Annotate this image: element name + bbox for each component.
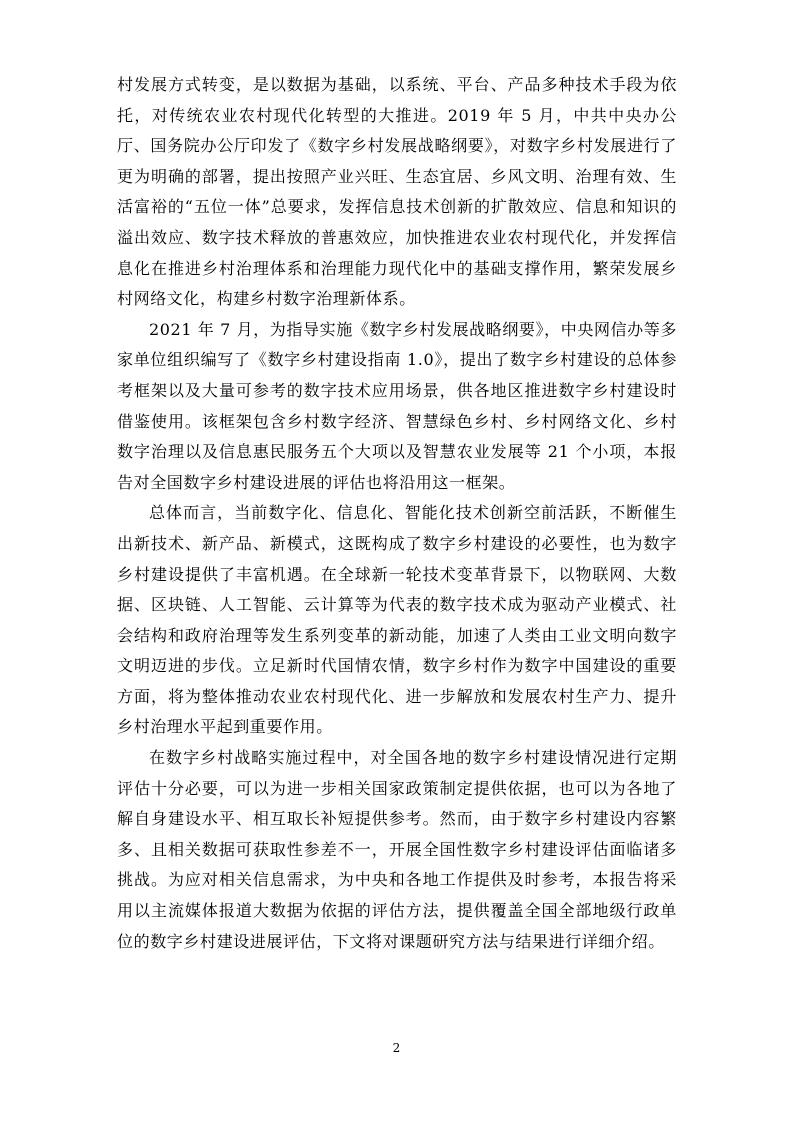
paragraph-guideline: 2021 年 7 月，为指导实施《数字乡村发展战略纲要》，中央网信办等多家单位组织编写了《数字乡村建设指南 1.0》，提出了数字乡村建设的总体参考框架以及大量可参考的数字技术应用场景，供各地区推进数字乡村建设时借鉴使用。该框架包含乡村数字经济、智慧绿色乡村、乡村网络文化、乡村数字治理以及信息惠民服务五个大项以及智慧农业发展等 21 个小项，本报告对全国数字乡村建设进展的评估也将沿用这一框架。	[117, 319, 677, 492]
page-number: 2	[392, 1041, 401, 1055]
paragraph-evaluation: 在数字乡村战略实施过程中，对全国各地的数字乡村建设情况进行定期评估十分必要，可以为进一步相关国家政策制定提供依据，也可以为各地了解自身建设水平、相互取长补短提供参考。然而，由于数字乡村建设内容繁多、且相关数据可获取性参差不一，开展全国性数字乡村建设评估面临诸多挑战。为应对相关信息需求，为中央和各地工作提供及时参考，本报告将采用以主流媒体报道大数据为依据的评估方法，提供覆盖全国全部地级行政单位的数字乡村建设进展评估，下文将对课题研究方法与结果进行详细介绍。	[117, 748, 677, 951]
body-text	[117, 70, 677, 957]
paragraph-continuation: 村发展方式转变，是以数据为基础，以系统、平台、产品多种技术手段为依托，对传统农业农村现代化转型的大推进。2019 年 5 月，中共中央办公厅、国务院办公厅印发了《数字乡村发展战略纲要》，对数字乡村发展进行了更为明确的部署，提出按照产业兴旺、生态宜居、乡风文明、治理有效、生活富裕的“五位一体”总要求，发挥信息技术创新的扩散效应、信息和知识的溢出效应、数字技术释放的普惠效应，加快推进农业农村现代化，并发挥信息化在推进乡村治理体系和治理能力现代化中的基础支撑作用，繁荣发展乡村网络文化，构建乡村数字治理新体系。	[117, 75, 677, 309]
paragraph-overview: 总体而言，当前数字化、信息化、智能化技术创新空前活跃，不断催生出新技术、新产品、新模式，这既构成了数字乡村建设的必要性，也为数字乡村建设提供了丰富机遇。在全球新一轮技术变革背景下，以物联网、大数据、区块链、人工智能、云计算等为代表的数字技术成为驱动产业模式、社会结构和政府治理等发生系列变革的新动能，加速了人类由工业文明向数字文明迈进的步伐。立足新时代国情农情，数字乡村作为数字中国建设的重要方面，将为整体推动农业农村现代化、进一步解放和发展农村生产力、提升乡村治理水平起到重要作用。	[117, 503, 677, 737]
